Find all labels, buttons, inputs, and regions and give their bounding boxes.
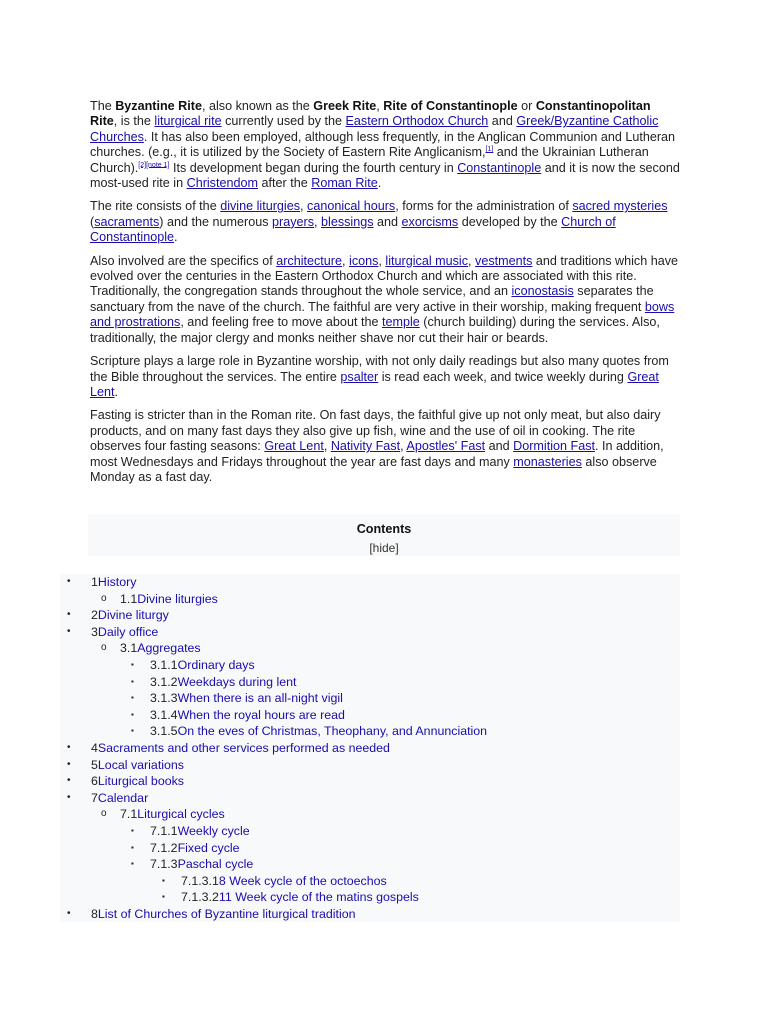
link-architecture[interactable]: architecture — [276, 253, 343, 268]
link-eastern-orthodox-church[interactable]: Eastern Orthodox Church — [345, 114, 489, 129]
link-roman-rite[interactable]: Roman Rite — [311, 176, 378, 191]
paragraph-intro: The Byzantine Rite, also known as the Greek Rite, Rite of Constantinople or Constantinopolitan Rite, is the liturgical rite currently used by the Eastern Orthodox Church and Greek/Byzantine Catholic Churches. It has also been employed, although less frequently, in the Anglican Communion and Lutheran churches. (e.g., it is utilized by the Society of Eastern Rite Anglicanism,[1] and the Ukrainian Lutheran Church).[2][note 1] Its development began during the fourth century in Constantinople and it is now the second most-used rite in Christendom after the Roman Rite. — [90, 99, 680, 191]
toc-item[interactable]: ▪ 3.1.3When there is an all-night vigil — [60, 690, 680, 707]
paragraph-scripture: Scripture plays a large role in Byzantine worship, with not only daily readings but also many quotes from the Bible throughout the services. The entire psalter is read each week, and twice weekly during Great Lent. — [90, 354, 669, 399]
bullet-icon: ▪ — [162, 875, 165, 885]
link-dormition-fast[interactable]: Dormition Fast — [513, 439, 596, 454]
toc-item[interactable]: ▪ 7.1.3.18 Week cycle of the octoechos — [60, 873, 680, 890]
link-iconostasis[interactable]: iconostasis — [511, 284, 574, 299]
toc-item[interactable]: • 6Liturgical books — [60, 773, 680, 790]
citation-2[interactable]: [2] — [138, 161, 147, 169]
bullet-icon: o — [101, 592, 107, 604]
bullet-icon: ▪ — [131, 825, 134, 835]
term-rite-of-constantinople: Rite of Constantinople — [383, 99, 518, 113]
toc-item[interactable]: • 1History — [60, 574, 680, 591]
link-icons[interactable]: icons — [349, 253, 379, 268]
bullet-icon: o — [101, 808, 107, 820]
link-divine-liturgies[interactable]: divine liturgies — [220, 199, 301, 214]
toc-list — [60, 574, 680, 922]
link-exorcisms[interactable]: exorcisms — [401, 214, 459, 229]
toc-item[interactable]: • 3Daily office — [60, 624, 680, 641]
link-church-of-constantinople[interactable]: Church of Constantinople — [90, 214, 616, 245]
toc-item[interactable]: ▪ 7.1.3Paschal cycle — [60, 856, 680, 873]
article-body — [90, 99, 680, 493]
toc-item[interactable]: ▪ 3.1.5On the eves of Christmas, Theophany, and Annunciation — [60, 723, 680, 740]
link-constantinople[interactable]: Constantinople — [457, 160, 542, 175]
link-great-lent[interactable]: Great Lent — [90, 369, 659, 399]
bullet-icon: ▪ — [131, 709, 134, 719]
link-temple[interactable]: temple — [381, 315, 420, 330]
toc-item[interactable]: ▪ 7.1.1Weekly cycle — [60, 823, 680, 840]
bullet-icon: • — [67, 625, 71, 637]
citation-1[interactable]: [1] — [485, 146, 494, 154]
toc-item[interactable]: ▪ 3.1.4When the royal hours are read — [60, 707, 680, 724]
toc-item[interactable]: • 5Local variations — [60, 757, 680, 774]
citation-note-1[interactable]: [note 1] — [146, 161, 170, 169]
link-sacred-mysteries[interactable]: sacred mysteries — [572, 199, 668, 214]
bullet-icon: • — [67, 791, 71, 803]
toc-item[interactable]: o 7.1Liturgical cycles — [60, 806, 680, 823]
bullet-icon: • — [67, 907, 71, 919]
link-great-lent-fast[interactable]: Great Lent — [264, 439, 324, 454]
toc-hide-toggle[interactable]: [hide] — [369, 541, 399, 555]
link-bows-and-prostrations[interactable]: bows and prostrations — [90, 299, 675, 330]
term-constantinopolitan-rite: Constantinopolitan Rite — [90, 99, 651, 129]
toc-item[interactable]: o 3.1Aggregates — [60, 640, 680, 657]
term-byzantine-rite: Byzantine Rite — [115, 99, 202, 113]
toc-item[interactable]: • 7Calendar — [60, 790, 680, 807]
link-christendom[interactable]: Christendom — [186, 176, 258, 191]
toc-item[interactable]: ▪ 3.1.2Weekdays during lent — [60, 674, 680, 691]
bullet-icon: ▪ — [162, 892, 165, 902]
toc-item[interactable]: ▪ 7.1.2Fixed cycle — [60, 840, 680, 857]
bullet-icon: ▪ — [131, 659, 134, 669]
paragraph-specifics: Also involved are the specifics of architecture, icons, liturgical music, vestments and traditions which have evolved over the centuries in the Eastern Orthodox Church and which are associated with this rite. Traditionally, the congregation stands throughout the whole service, and an iconostasis separates the sanctuary from the nave of the church. The faithful are very active in their worship, making frequent bows and prostrations, and feeling free to move about the temple (church building) during the services. Also, traditionally, the major clergy and monks neither shave nor cut their hair or beards. — [90, 253, 679, 345]
toc-item[interactable]: • 4Sacraments and other services performed as needed — [60, 740, 680, 757]
bullet-icon: • — [67, 775, 71, 787]
link-apostles-fast[interactable]: Apostles' Fast — [406, 439, 486, 454]
link-canonical-hours[interactable]: canonical hours — [307, 199, 396, 214]
toc-item[interactable]: ▪ 7.1.3.211 Week cycle of the matins gospels — [60, 889, 680, 906]
toc-item[interactable]: o 1.1Divine liturgies — [60, 591, 680, 608]
toc-item[interactable]: • 2Divine liturgy — [60, 607, 680, 624]
link-vestments[interactable]: vestments — [475, 253, 533, 268]
link-monasteries[interactable]: monasteries — [513, 454, 582, 469]
link-liturgical-rite[interactable]: liturgical rite — [154, 114, 222, 129]
link-nativity-fast[interactable]: Nativity Fast — [330, 439, 401, 454]
link-prayers[interactable]: prayers — [272, 214, 315, 229]
link-greek-byzantine-catholic-churches[interactable]: Greek/Byzantine Catholic Churches — [90, 114, 659, 144]
toc-header — [88, 514, 680, 556]
bullet-icon: ▪ — [131, 693, 134, 703]
bullet-icon: o — [101, 642, 107, 654]
link-blessings[interactable]: blessings — [321, 214, 374, 229]
toc-item[interactable]: • 8List of Churches of Byzantine liturgical tradition — [60, 906, 680, 923]
link-sacraments[interactable]: sacraments — [94, 214, 160, 229]
bullet-icon: ▪ — [131, 676, 134, 686]
bullet-icon: • — [67, 758, 71, 770]
link-liturgical-music[interactable]: liturgical music — [385, 253, 469, 268]
bullet-icon: • — [67, 741, 71, 753]
term-greek-rite: Greek Rite — [313, 99, 377, 113]
toc-title: Contents — [356, 522, 412, 536]
paragraph-fasting: Fasting is stricter than in the Roman rite. On fast days, the faithful give up not only meat, but also dairy products, and on many fast days they also give up fish, wine and the use of oil in cooking. The rite observes four fasting seasons: Great Lent, Nativity Fast, Apostles' Fast and Dormition Fast. In addition, most Wednesdays and Fridays throughout the year are fast days and many monasteries also observe Monday as a fast day. — [90, 408, 664, 484]
link-psalter[interactable]: psalter — [340, 369, 379, 384]
paragraph-rite-contents: The rite consists of the divine liturgies, canonical hours, forms for the administration of sacred mysteries (sacraments) and the numerous prayers, blessings and exorcisms developed by the Church of Constantinople. — [90, 199, 668, 245]
toc-item[interactable]: ▪ 3.1.1Ordinary days — [60, 657, 680, 674]
bullet-icon: ▪ — [131, 726, 134, 736]
bullet-icon: • — [67, 609, 71, 621]
bullet-icon: ▪ — [131, 842, 134, 852]
bullet-icon: • — [67, 576, 71, 587]
bullet-icon: ▪ — [131, 859, 134, 869]
